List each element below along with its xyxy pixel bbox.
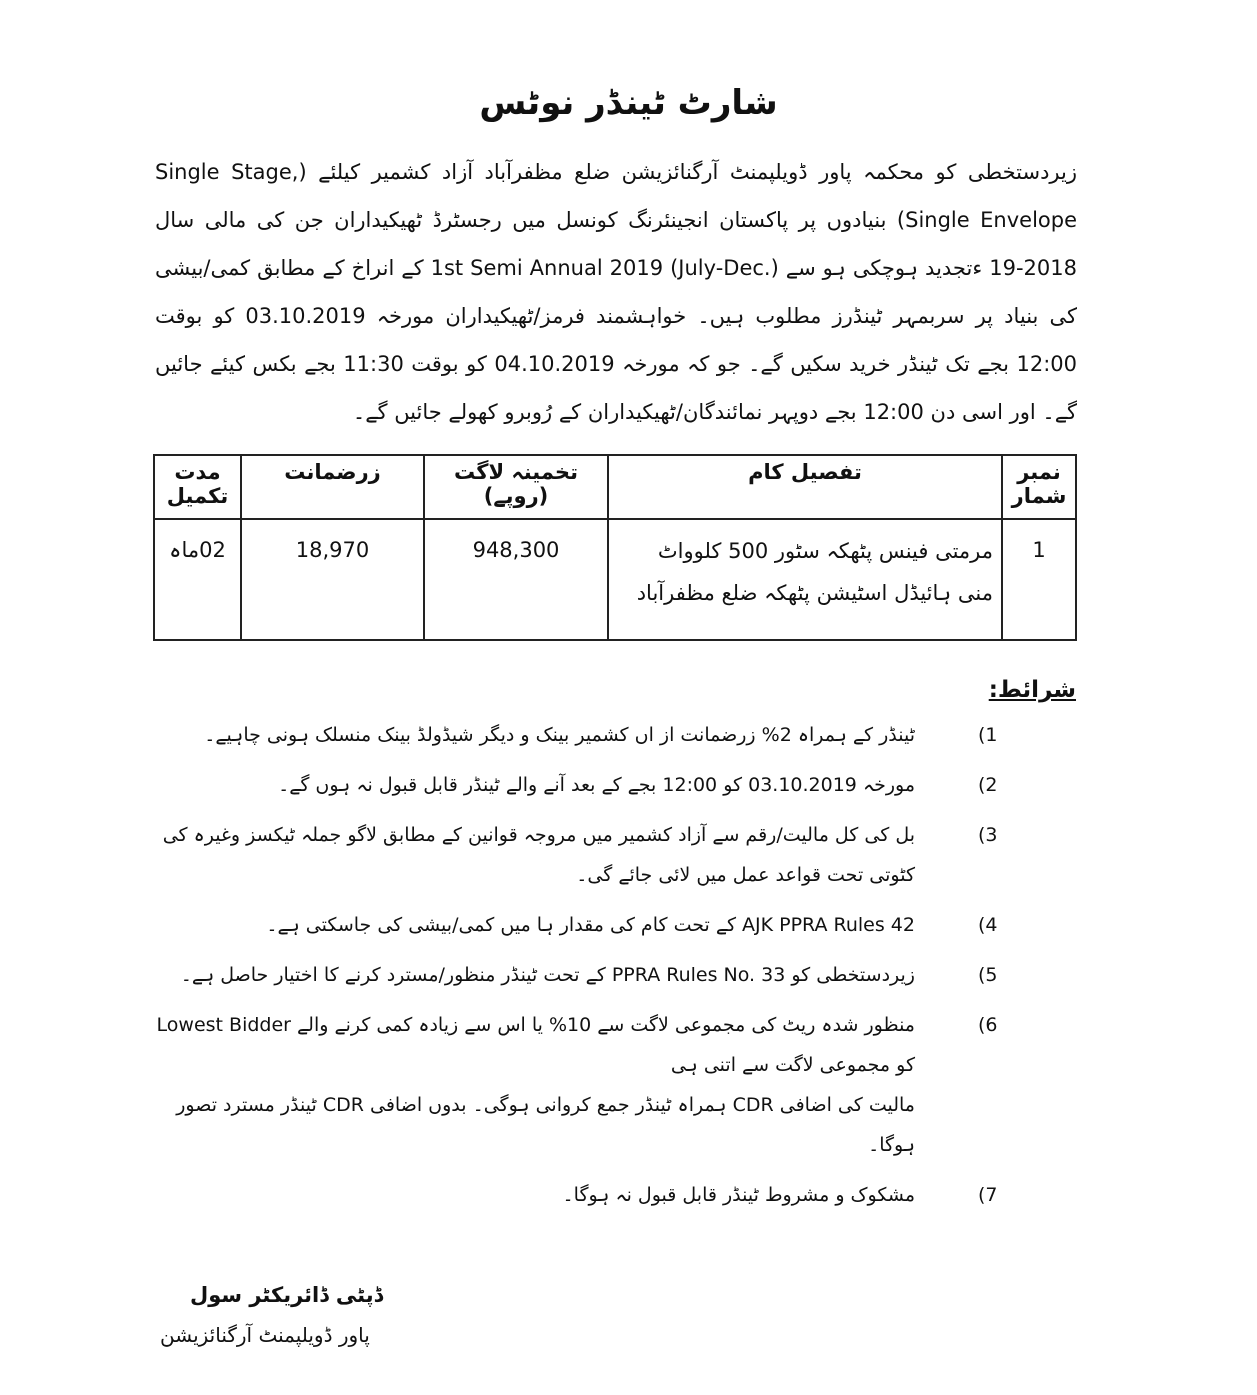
paragraph-line: 03.10.2019 کو بوقت 12:00 بجے تک ٹینڈر خرید سکیں گے۔ جو کہ مورخہ 04.10.2019 کو بوقت 11:30 بجے بکس کیئے جائیں xyxy=(155,304,1077,376)
notice-paragraph xyxy=(155,148,1077,436)
page-title: شارٹ ٹینڈر نوٹس xyxy=(479,83,778,123)
header-duration: مدت تکمیل xyxy=(154,455,241,519)
signature-organization: پاور ڈویلپمنٹ آرگنائزیشن xyxy=(160,1323,370,1347)
cell-description: مرمتی فینس پٹھکہ سٹور 500 کلوواٹ منی ہائیڈل اسٹیشن پٹھکہ ضلع مظفرآباد xyxy=(608,519,1002,640)
conditions-list xyxy=(155,715,1076,1215)
condition-number: (5 xyxy=(978,964,998,986)
condition-number: (3 xyxy=(978,824,998,846)
condition-number: (6 xyxy=(978,1014,998,1036)
signature-block xyxy=(160,1275,560,1355)
paragraph-line: بنیادوں پر پاکستان انجینئرنگ کونسل میں رجسٹرڈ ٹھیکیداران جن کی مالی سال 2018-19 ءتجدید ہوچکی ہو سے 1st Semi Annual xyxy=(155,208,1077,280)
condition-text-continued: مالیت کی اضافی CDR ہمراہ ٹینڈر جمع کروانی ہوگی۔ بدوں اضافی CDR ٹینڈر مسترد تصور ہوگا۔ xyxy=(176,1094,915,1156)
condition-text: منظور شدہ ریٹ کی مجموعی لاگت سے 10% یا اس سے زیادہ کمی کرنے والے Lowest Bidder کو مجموعی لاگت سے اتنی ہی xyxy=(156,1014,915,1076)
tender-table xyxy=(153,454,1077,641)
condition-number: (1 xyxy=(978,724,998,746)
cell-duration: 02ماہ xyxy=(154,519,241,640)
header-serial: نمبر شمار xyxy=(1002,455,1076,519)
paragraph-line: 2019 (July-Dec.) کے انراخ کے مطابق کمی/بیشی کی بنیاد پر سربمہر ٹینڈرز مطلوب ہیں۔ خواہشمند فرمز/ٹھیکیداران مورخہ xyxy=(155,256,1077,328)
paragraph-line: گے۔ اور اسی دن 12:00 بجے دوپہر نمائندگان/ٹھیکیداران کے رُوبرو کھولے جائیں گے۔ xyxy=(352,400,1077,424)
cell-cost: 948,300 xyxy=(424,519,608,640)
condition-text: ٹینڈر کے ہمراہ 2% زرضمانت از اں کشمیر بینک و دیگر شیڈولڈ بینک منسلک ہونی چاہیے۔ xyxy=(204,724,915,746)
condition-text: بل کی کل مالیت/رقم سے آزاد کشمیر میں مروجہ قوانین کے مطابق لاگو جملہ ٹیکسز وغیرہ کی کٹوتی تحت قواعد عمل میں لائی جائے گی۔ xyxy=(162,824,915,886)
condition-text: مورخہ 03.10.2019 کو 12:00 بجے کے بعد آنے والے ٹینڈر قابل قبول نہ ہوں گے۔ xyxy=(278,774,915,796)
condition-item xyxy=(155,955,1076,995)
signature-designation: ڈپٹی ڈائریکٹر سول xyxy=(190,1283,383,1307)
condition-text: زیردستخطی کو PPRA Rules No. 33 کے تحت ٹینڈر منظور/مسترد کرنے کا اختیار حاصل ہے۔ xyxy=(180,964,915,986)
table-row xyxy=(154,519,1076,640)
table-header-row xyxy=(154,455,1076,519)
condition-number: (7 xyxy=(978,1184,998,1206)
condition-item xyxy=(155,715,1076,755)
condition-text: مشکوک و مشروط ٹینڈر قابل قبول نہ ہوگا۔ xyxy=(562,1184,915,1206)
cell-security: 18,970 xyxy=(241,519,424,640)
condition-item xyxy=(155,905,1076,945)
condition-text: AJK PPRA Rules 42 کے تحت کام کی مقدار ہا میں کمی/بیشی کی جاسکتی ہے۔ xyxy=(266,914,915,936)
paragraph-line: زیردستخطی کو محکمہ پاور ڈویلپمنٹ آرگنائزیشن ضلع مظفرآباد آزاد کشمیر کیلئے (Single Stage, Single Envelope) xyxy=(155,160,1078,232)
cell-serial: 1 xyxy=(1002,519,1076,640)
condition-number: (2 xyxy=(978,774,998,796)
condition-item xyxy=(155,765,1076,805)
condition-item xyxy=(155,815,1076,895)
condition-item xyxy=(155,1005,1076,1165)
header-cost: تخمینہ لاگت (روپے) xyxy=(424,455,608,519)
header-description: تفصیل کام xyxy=(608,455,1002,519)
condition-number: (4 xyxy=(978,914,998,936)
header-security: زرضمانت xyxy=(241,455,424,519)
conditions-heading: شرائط: xyxy=(988,677,1076,703)
condition-item xyxy=(155,1175,1076,1215)
